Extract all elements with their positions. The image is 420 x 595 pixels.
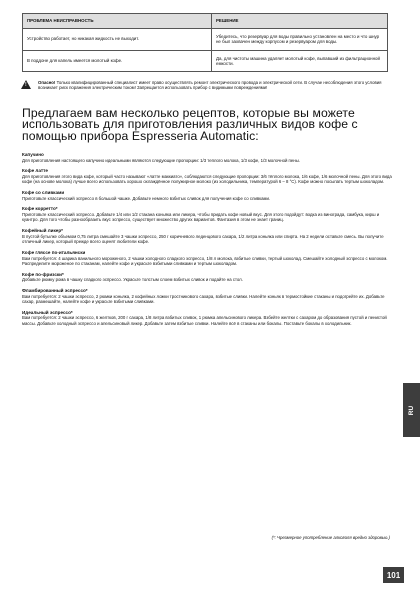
recipe-title: Кофе корретто* bbox=[22, 206, 58, 212]
recipe-body: Приготовьте классический эспрессо в большой чашке. Добавьте немного взбитых сливок для получения кофе со сливками. bbox=[22, 195, 271, 201]
recipe-body: В пустой бутылке объемом 0,75 литра смешайте 3 чашки эспрессо, 250 г коричневого леденцового сахара, 1/2 литра коньяка или спирта. На 2 недели оставьте смесь. Вы получите отличный ликер, который прежде всего оценят любители кофе. bbox=[22, 233, 384, 245]
warning-label: Опасно! bbox=[38, 80, 56, 85]
recipe-body: Приготовьте классический эспрессо. Добавьте 1/4 или 1/2 стакана коньяка или ликера, чтобы придать кофе новый вкус. Для этого подойдут: водка из винограда, самбука, кирш и куантро. Для того чтобы разнообразить вкус эспрессо, существует множество других вариантов. Фантазия в этом не знает границ. bbox=[22, 211, 380, 223]
recipe-item bbox=[22, 206, 394, 223]
table-cell-solution: Убедитесь, что резервуар для воды правильно установлен на место и что шнур не был захвачен между корпусом и резервуаром для воды. bbox=[212, 28, 388, 50]
recipes-heading: Предлагаем вам несколько рецептов, которые вы можете использовать для приготовления различных видов кофе с помощью прибора Espresseria Automatic: bbox=[22, 106, 358, 143]
recipe-title: Кофе латте bbox=[22, 168, 48, 174]
recipe-body: Для приготовления этого вида кофе, который часто называют «латте маккиато», соблюдаются следующие пропорции: 3/6 тёплого молока, 1/6 кофе, 1/6 молочной пены. Для этого вида кофе (на основе молока) лучше всего использовать хорошо охлаждённое полужирное молоко (из холодильника, температурой 6 – 8 °С). Кофе можно посыпать тертым шоколадом. bbox=[22, 173, 392, 185]
recipe-title: Идеальный эспрессо* bbox=[22, 309, 73, 315]
recipe-title: Кофе по-фризски* bbox=[22, 271, 64, 277]
recipe-title: Капучино bbox=[22, 152, 44, 157]
recipe-item bbox=[22, 272, 394, 283]
language-code: RU bbox=[407, 405, 415, 415]
recipe-item bbox=[22, 250, 394, 267]
table-header-problem: ПРОБЛЕМА НЕИСПРАВНОСТЬ bbox=[23, 14, 212, 29]
table-row bbox=[23, 50, 388, 72]
recipe-item bbox=[22, 228, 394, 245]
table-cell-solution: Да, для чистоты машина удаляет молотый кофе, выпавший из фильтрационной емкости. bbox=[212, 50, 388, 72]
recipe-body: Вам потребуется: 2 чашки эспрессо, 6 желтков, 200 г сахара, 1/8 литра взбитых сливок, 1 рюмка апельсинового ликера. Взбейте желтки с сахаром до образования пустой и пенистой массы. Добавьте холодный эспрессо и апельсиновый ликер. Добавьте затем взбитые сливки. Налейте всё в стаканы или бокалы. Поставьте бокалы в холодильник. bbox=[22, 315, 387, 326]
recipe-title: Кофе гляссе по-итальянски bbox=[22, 249, 86, 255]
recipe-body: Добавьте рюмку рома в чашку сладкого эспрессо. Украсьте толстым слоем взбитых сливок и подайте на стол. bbox=[22, 277, 243, 283]
table-header-solution: РЕШЕНИЕ bbox=[212, 14, 388, 29]
table-header-row bbox=[23, 14, 388, 29]
alcohol-footnote: (*: Чрезмерное употребление алкоголя вредно здоровью.) bbox=[271, 535, 390, 540]
language-tab bbox=[403, 383, 420, 437]
recipe-title: Кофе со сливками bbox=[22, 190, 65, 196]
recipe-title: Фламбированный эспрессо* bbox=[22, 287, 88, 293]
recipes-list bbox=[22, 152, 394, 332]
table-row bbox=[23, 28, 388, 50]
table-cell-problem: Устройство работает, но никакая жидкость не выходит. bbox=[23, 28, 212, 50]
warning-notice bbox=[25, 80, 394, 91]
warning-triangle-icon: ! bbox=[21, 80, 31, 89]
recipe-item bbox=[22, 152, 394, 163]
recipe-item bbox=[22, 190, 394, 201]
recipe-item bbox=[22, 310, 394, 327]
recipe-item bbox=[22, 288, 394, 305]
recipe-title: Кофейный ликер* bbox=[22, 228, 63, 234]
recipe-body: Для приготовления настоящего капучино идеальными являются следующие пропорции: 1/3 теплого молока, 1/3 кофе, 1/3 молочной пены. bbox=[22, 157, 300, 163]
table-cell-problem: В поддоне для капель имеется молотый кофе. bbox=[23, 50, 212, 72]
recipe-body: Вам потребуется: 4 шарика ванильного мороженого, 2 чашки холодного сладкого эспрессо, 1/8 л молока, взбитые сливки, тертый шоколад. Смешайте холодный эспрессо с молоком. Распределите мороженое по стаканам, налейте кофе и украсьте взбитыми сливками и тертым шоколадом. bbox=[22, 255, 388, 266]
warning-text: Только квалифицированный специалист имеет право осуществлять ремонт электрического провода и электрической сети. В случае несоблюдения этого условия возникает риск поражения электрическим током! Запрещается использовать прибор с видимыми повреждениями! bbox=[38, 80, 382, 91]
troubleshooting-table bbox=[22, 13, 388, 72]
page-number: 101 bbox=[383, 567, 404, 583]
recipe-item bbox=[22, 168, 394, 185]
recipe-body: Вам потребуется: 2 чашки эспрессо, 2 рюмки коньяка, 2 кофейных ложки тростникового сахара, взбитые сливки. Налейте коньяк в термостойкие стаканы и подогрейте их. Добавьте сахар, размешайте, налейте кофе и украсьте взбитыми сливками. bbox=[22, 293, 385, 305]
